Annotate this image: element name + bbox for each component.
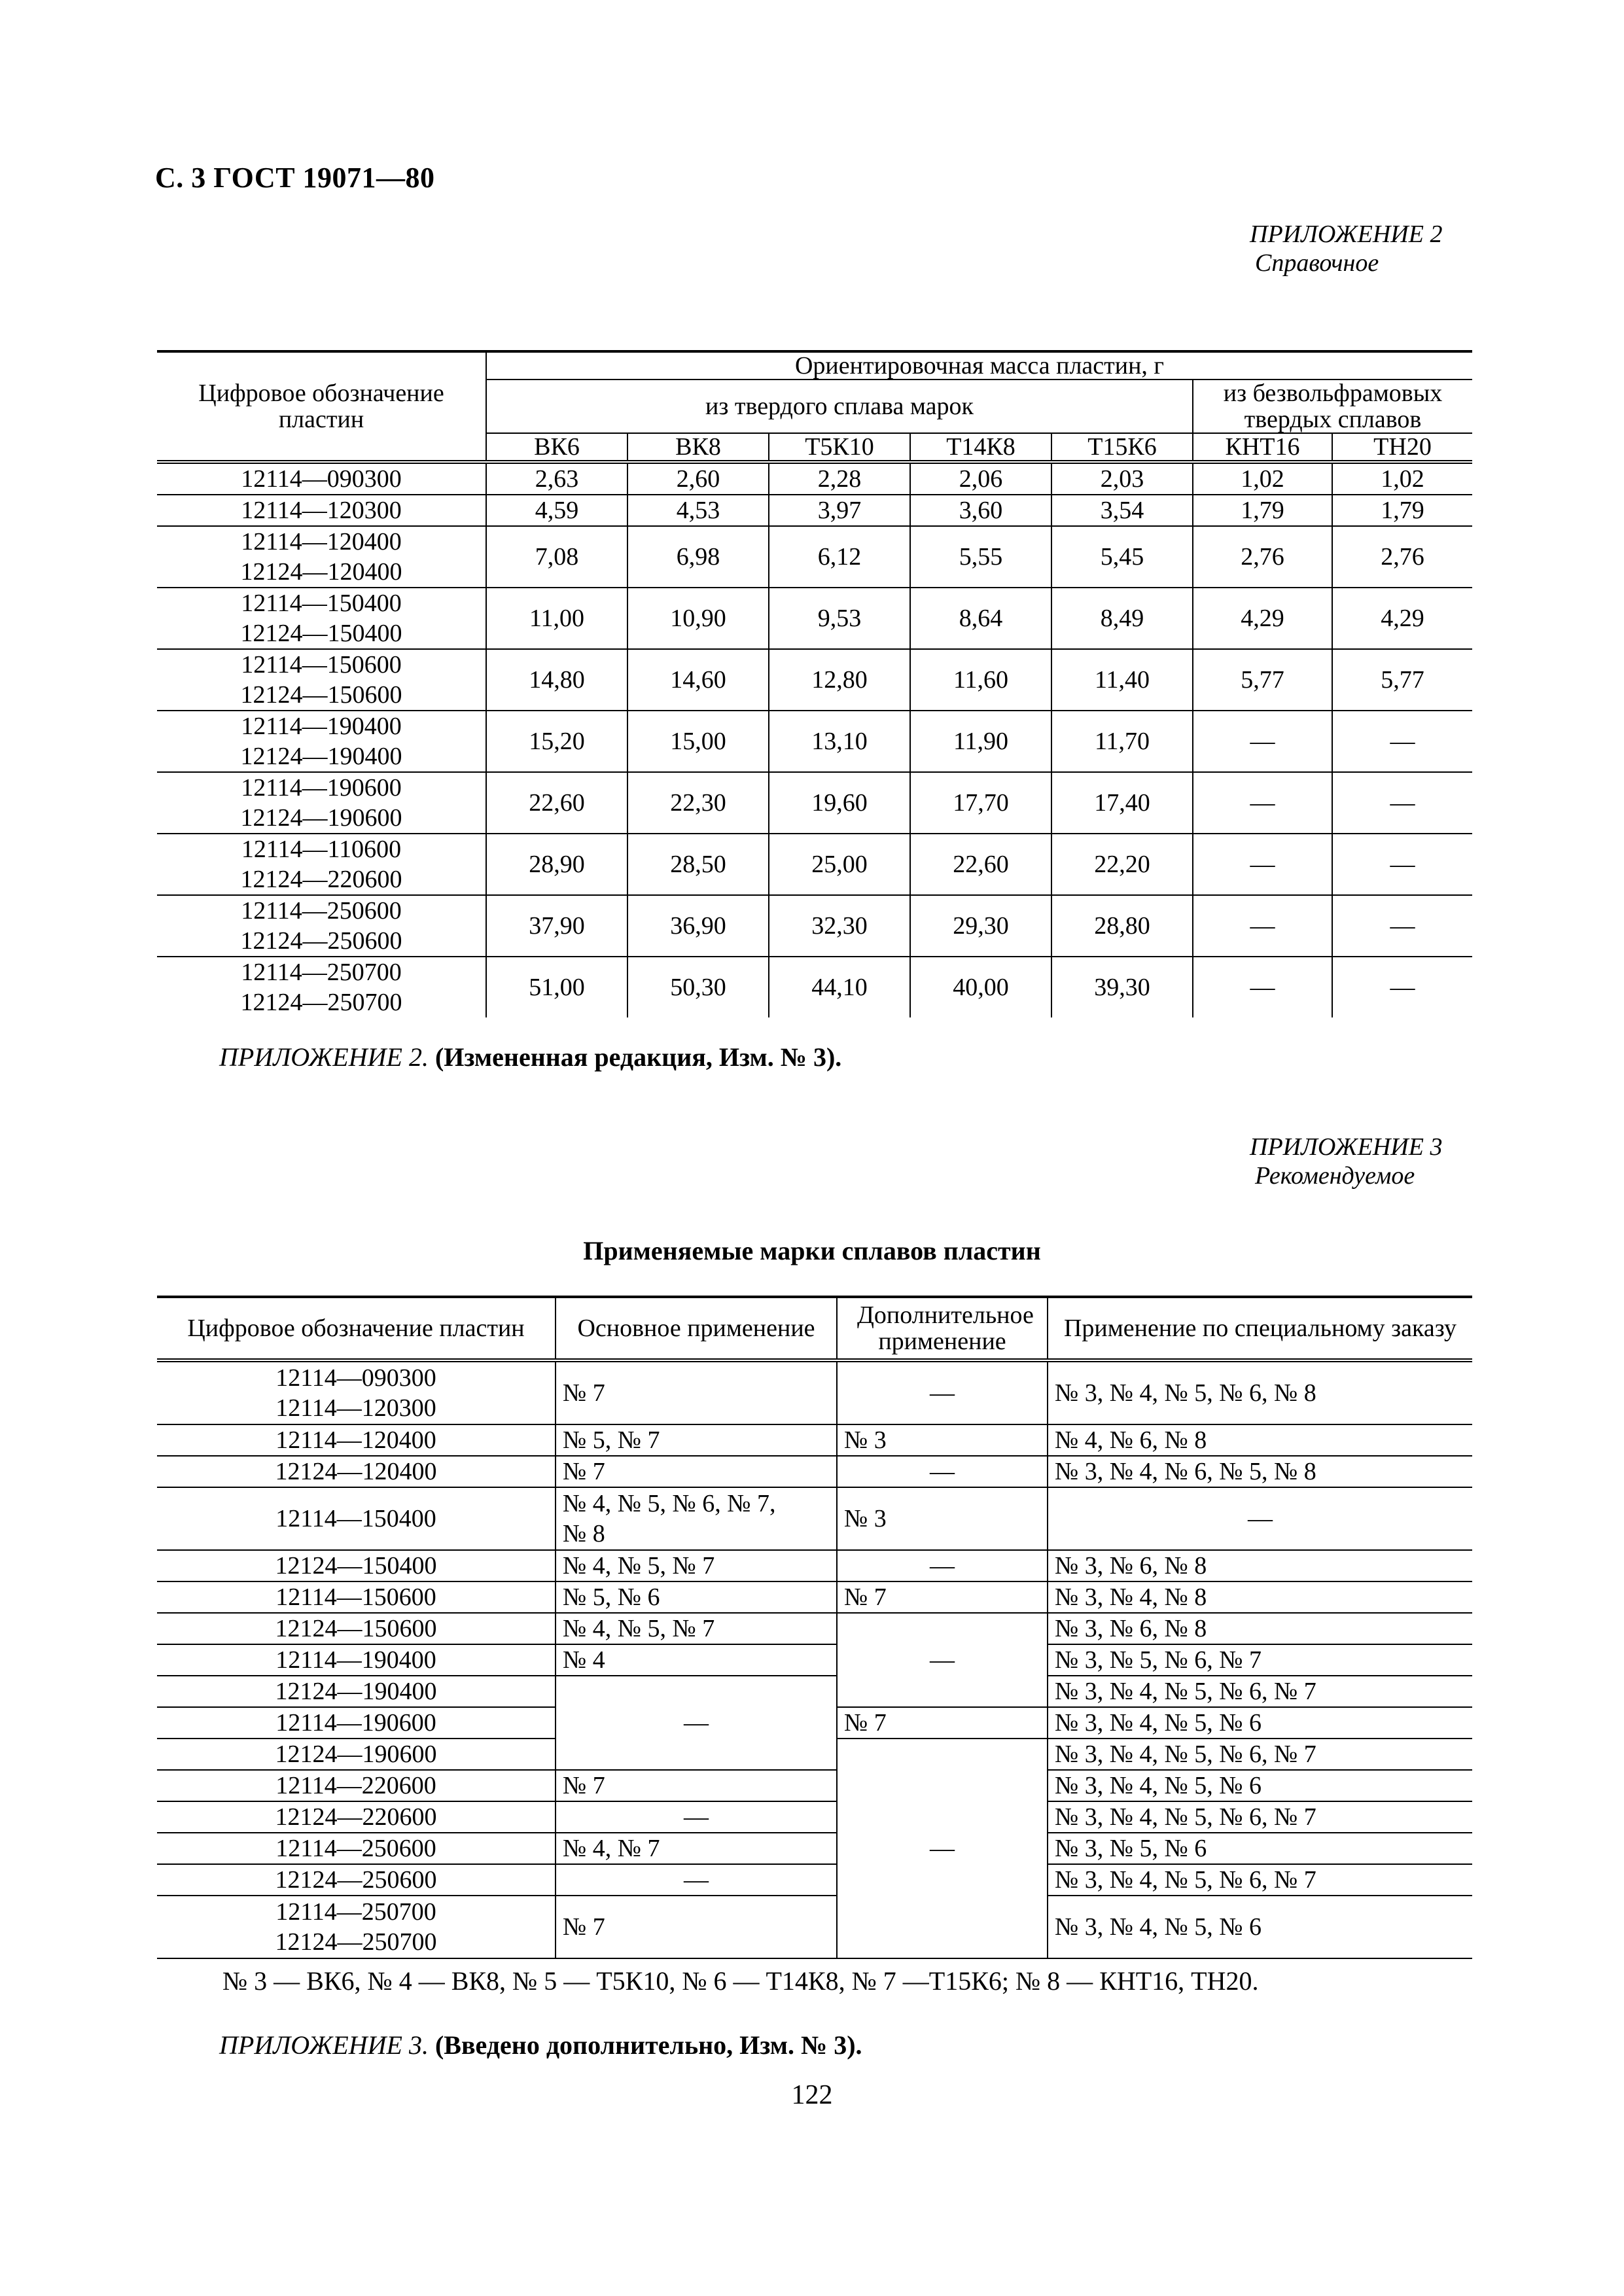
mass-value: 25,00 <box>769 834 910 895</box>
table-row <box>157 1676 1472 1707</box>
plate-code: 12124—220600 <box>157 1801 556 1833</box>
extra-application: № 3 <box>837 1487 1048 1550</box>
appendix-2-heading <box>1250 220 1442 277</box>
header-mass: Ориентировочная масса пластин, г <box>486 351 1472 380</box>
header-main: Основное применение <box>556 1297 837 1360</box>
special-order-application: № 3, № 4, № 5, № 6 <box>1048 1770 1472 1801</box>
main-application: — <box>556 1864 837 1896</box>
special-order-application: № 3, № 4, № 8 <box>1048 1581 1472 1613</box>
plate-code: 12124—190600 <box>240 804 402 832</box>
header-hard-alloys: из твердого сплава марок <box>486 380 1193 433</box>
extra-application: № 3 <box>837 1424 1048 1456</box>
table-row <box>157 495 1472 526</box>
mass-value: 2,63 <box>486 462 627 495</box>
mass-value: 4,29 <box>1332 588 1472 649</box>
mass-value: 15,20 <box>486 711 627 772</box>
mass-value: 19,60 <box>769 772 910 834</box>
plate-code: 12114—150400 <box>157 1487 556 1550</box>
grade-legend: № 3 — ВК6, № 4 — ВК8, № 5 — Т5К10, № 6 — Т14К8, № 7 —Т15К6; № 8 — КНТ16, ТН20. <box>222 1966 1259 1996</box>
special-order-application: № 3, № 4, № 5, № 6 <box>1048 1896 1472 1958</box>
main-application: № 4, № 5, № 7 <box>556 1613 837 1644</box>
main-application: — <box>556 1801 837 1833</box>
plate-code: 12114—250700 12124—250700 <box>157 1896 556 1958</box>
plate-code: 12124—250600 <box>240 927 402 955</box>
main-application: № 5, № 6 <box>556 1581 837 1613</box>
mass-value: 3,97 <box>769 495 910 526</box>
plate-code-cell <box>157 649 486 711</box>
page-header: С. 3 ГОСТ 19071—80 <box>155 162 435 194</box>
extra-application: — <box>837 1360 1048 1424</box>
plate-code: 12114—190400 <box>157 1644 556 1676</box>
mass-value: 22,30 <box>627 772 769 834</box>
special-order-application: № 3, № 5, № 6 <box>1048 1833 1472 1864</box>
plate-code: 12114—220600 <box>157 1770 556 1801</box>
plate-code: 12124—150600 <box>240 681 402 709</box>
extra-application: — <box>837 1456 1048 1487</box>
table-row <box>157 957 1472 1017</box>
grade-header: ВК6 <box>486 433 627 462</box>
appendix-2-change-note: ПРИЛОЖЕНИЕ 2. (Измененная редакция, Изм. № 3). <box>219 1042 842 1072</box>
mass-value: 17,40 <box>1051 772 1193 834</box>
table-row <box>157 1864 1472 1896</box>
grade-header: ВК8 <box>627 433 769 462</box>
table-row <box>157 895 1472 957</box>
mass-value: 36,90 <box>627 895 769 957</box>
plate-code: 12114—110600 <box>241 836 402 863</box>
header-code: Цифровое обозначение пластин <box>157 1297 556 1360</box>
mass-table <box>157 350 1472 1017</box>
plate-code: 12114—250600 <box>157 1833 556 1864</box>
mass-value: 10,90 <box>627 588 769 649</box>
mass-value: 11,60 <box>910 649 1051 711</box>
special-order-application: № 3, № 4, № 5, № 6, № 8 <box>1048 1360 1472 1424</box>
main-application: — <box>556 1676 837 1770</box>
table-row <box>157 1644 1472 1676</box>
plate-code: 12124—190600 <box>157 1739 556 1770</box>
appendix-3-status: Рекомендуемое <box>1255 1162 1415 1190</box>
table-row <box>157 1896 1472 1958</box>
table-row <box>157 1833 1472 1864</box>
table-row <box>157 649 1472 711</box>
extra-application: — <box>837 1550 1048 1581</box>
table-row <box>157 1424 1472 1456</box>
mass-value: 37,90 <box>486 895 627 957</box>
plate-code-cell <box>157 526 486 588</box>
mass-value: 14,60 <box>627 649 769 711</box>
mass-value: 4,29 <box>1193 588 1332 649</box>
mass-value: — <box>1193 895 1332 957</box>
table-row <box>157 462 1472 495</box>
mass-value: 40,00 <box>910 957 1051 1017</box>
plate-code: 12124—150400 <box>240 620 402 647</box>
mass-value: 13,10 <box>769 711 910 772</box>
mass-value: 5,55 <box>910 526 1051 588</box>
mass-value: 5,45 <box>1051 526 1193 588</box>
plate-code: 12124—250600 <box>157 1864 556 1896</box>
grade-header: Т15К6 <box>1051 433 1193 462</box>
header-special: Применение по специальному заказу <box>1048 1297 1472 1360</box>
header-tungsten-free: из безвольфрамовых твердых сплавов <box>1193 380 1472 433</box>
table-row <box>157 834 1472 895</box>
table-row <box>157 772 1472 834</box>
mass-value: 1,79 <box>1332 495 1472 526</box>
plate-code: 12114—120400 <box>241 528 402 556</box>
table-row <box>157 1550 1472 1581</box>
main-application: № 7 <box>556 1360 837 1424</box>
special-order-application: № 3, № 4, № 5, № 6, № 7 <box>1048 1864 1472 1896</box>
table-row <box>157 1360 1472 1424</box>
mass-value: — <box>1332 957 1472 1017</box>
plate-code: 12124—150400 <box>157 1550 556 1581</box>
mass-value: 6,12 <box>769 526 910 588</box>
mass-value: 14,80 <box>486 649 627 711</box>
page-number: 122 <box>791 2080 833 2110</box>
plate-code-cell <box>157 772 486 834</box>
main-application: № 7 <box>556 1770 837 1801</box>
extra-application: — <box>837 1739 1048 1958</box>
plate-code: 12124—120400 <box>157 1456 556 1487</box>
special-order-application: № 3, № 4, № 5, № 6, № 7 <box>1048 1739 1472 1770</box>
mass-value: 1,79 <box>1193 495 1332 526</box>
mass-value: 11,70 <box>1051 711 1193 772</box>
main-application: № 4 <box>556 1644 837 1676</box>
mass-value: 6,98 <box>627 526 769 588</box>
header-extra: Дополнительное применение <box>837 1297 1048 1360</box>
plate-code: 12114—150400 <box>241 590 402 617</box>
appendix-2-status: Справочное <box>1255 249 1379 277</box>
mass-value: 11,40 <box>1051 649 1193 711</box>
mass-value: 22,60 <box>486 772 627 834</box>
plate-code-cell <box>157 588 486 649</box>
plate-code-cell <box>157 957 486 1017</box>
main-application: № 4, № 5, № 6, № 7, № 8 <box>556 1487 837 1550</box>
plate-code: 12124—120400 <box>240 558 402 586</box>
grade-header: Т5К10 <box>769 433 910 462</box>
mass-value: 4,59 <box>486 495 627 526</box>
mass-value: 50,30 <box>627 957 769 1017</box>
plate-code-cell <box>157 895 486 957</box>
plate-code: 12114—090300 12114—120300 <box>157 1360 556 1424</box>
mass-value: 4,53 <box>627 495 769 526</box>
mass-value: 1,02 <box>1193 462 1332 495</box>
grade-header: КНТ16 <box>1193 433 1332 462</box>
appendix-3-label: ПРИЛОЖЕНИЕ 3 <box>1250 1133 1443 1161</box>
extra-application: — <box>837 1613 1048 1707</box>
alloy-grades-table <box>157 1296 1472 1959</box>
mass-value: 32,30 <box>769 895 910 957</box>
mass-value: 2,03 <box>1051 462 1193 495</box>
special-order-application: № 3, № 6, № 8 <box>1048 1550 1472 1581</box>
mass-value: — <box>1193 711 1332 772</box>
special-order-application: № 3, № 4, № 5, № 6, № 7 <box>1048 1676 1472 1707</box>
table-row <box>157 1770 1472 1801</box>
mass-value: 2,28 <box>769 462 910 495</box>
mass-value: 1,02 <box>1332 462 1472 495</box>
main-application: № 5, № 7 <box>556 1424 837 1456</box>
plate-code: 12114—120300 <box>241 497 402 524</box>
mass-value: — <box>1332 772 1472 834</box>
plate-code-cell <box>157 495 486 526</box>
plate-code: 12114—250700 <box>241 959 402 986</box>
mass-value: 5,77 <box>1193 649 1332 711</box>
plate-code: 12124—150600 <box>157 1613 556 1644</box>
mass-value: 22,20 <box>1051 834 1193 895</box>
mass-value: 12,80 <box>769 649 910 711</box>
special-order-application: № 3, № 5, № 6, № 7 <box>1048 1644 1472 1676</box>
main-application: № 4, № 7 <box>556 1833 837 1864</box>
table-row <box>157 1487 1472 1550</box>
plate-code: 12114—190600 <box>241 774 402 802</box>
special-order-application: — <box>1048 1487 1472 1550</box>
appendix-3-heading <box>1250 1133 1442 1190</box>
mass-value: 2,06 <box>910 462 1051 495</box>
plate-code: 12114—150600 <box>157 1581 556 1613</box>
mass-value: 8,64 <box>910 588 1051 649</box>
appendix-3-change-note: ПРИЛОЖЕНИЕ 3. (Введено дополнительно, Изм. № 3). <box>219 2030 862 2060</box>
table-row <box>157 1613 1472 1644</box>
plate-code-cell <box>157 711 486 772</box>
plate-code-cell <box>157 834 486 895</box>
special-order-application: № 3, № 6, № 8 <box>1048 1613 1472 1644</box>
mass-value: 39,30 <box>1051 957 1193 1017</box>
plate-code: 12114—190600 <box>157 1707 556 1739</box>
mass-value: 44,10 <box>769 957 910 1017</box>
mass-value: — <box>1193 957 1332 1017</box>
appendix-2-label: ПРИЛОЖЕНИЕ 2 <box>1250 221 1443 248</box>
mass-value: — <box>1193 772 1332 834</box>
mass-value: 28,50 <box>627 834 769 895</box>
main-application: № 4, № 5, № 7 <box>556 1550 837 1581</box>
mass-value: 3,54 <box>1051 495 1193 526</box>
mass-value: 15,00 <box>627 711 769 772</box>
mass-value: 22,60 <box>910 834 1051 895</box>
mass-value: — <box>1332 895 1472 957</box>
mass-value: 17,70 <box>910 772 1051 834</box>
mass-value: 29,30 <box>910 895 1051 957</box>
plate-code: 12114—120400 <box>157 1424 556 1456</box>
table-3-title: Применяемые марки сплавов пластин <box>583 1236 1041 1265</box>
plate-code: 12114—090300 <box>241 465 402 493</box>
mass-value: 28,90 <box>486 834 627 895</box>
grade-header: ТН20 <box>1332 433 1472 462</box>
mass-value: 5,77 <box>1332 649 1472 711</box>
mass-value: 9,53 <box>769 588 910 649</box>
plate-code: 12114—190400 <box>241 713 402 740</box>
table-row <box>157 711 1472 772</box>
plate-code: 12124—190400 <box>157 1676 556 1707</box>
mass-value: 2,60 <box>627 462 769 495</box>
mass-value: 2,76 <box>1193 526 1332 588</box>
special-order-application: № 3, № 4, № 5, № 6, № 7 <box>1048 1801 1472 1833</box>
table-row <box>157 1456 1472 1487</box>
mass-value: 11,90 <box>910 711 1051 772</box>
main-application: № 7 <box>556 1456 837 1487</box>
mass-value: — <box>1332 834 1472 895</box>
plate-code-cell <box>157 462 486 495</box>
mass-value: 28,80 <box>1051 895 1193 957</box>
plate-code: 12114—150600 <box>241 651 402 679</box>
mass-value: 3,60 <box>910 495 1051 526</box>
mass-value: 8,49 <box>1051 588 1193 649</box>
extra-application: № 7 <box>837 1581 1048 1613</box>
table-row <box>157 1581 1472 1613</box>
special-order-application: № 4, № 6, № 8 <box>1048 1424 1472 1456</box>
special-order-application: № 3, № 4, № 5, № 6 <box>1048 1707 1472 1739</box>
plate-code: 12124—250700 <box>240 989 402 1016</box>
plate-code: 12114—250600 <box>241 897 402 925</box>
mass-value: 2,76 <box>1332 526 1472 588</box>
mass-value: — <box>1193 834 1332 895</box>
special-order-application: № 3, № 4, № 6, № 5, № 8 <box>1048 1456 1472 1487</box>
mass-value: 11,00 <box>486 588 627 649</box>
table-row <box>157 588 1472 649</box>
mass-value: 7,08 <box>486 526 627 588</box>
main-application: № 7 <box>556 1896 837 1958</box>
grade-header: Т14К8 <box>910 433 1051 462</box>
plate-code: 12124—220600 <box>240 866 402 893</box>
header-code: Цифровое обозначение пластин <box>157 351 486 462</box>
mass-value: — <box>1332 711 1472 772</box>
mass-value: 51,00 <box>486 957 627 1017</box>
table-row <box>157 526 1472 588</box>
plate-code: 12124—190400 <box>240 743 402 770</box>
extra-application: № 7 <box>837 1707 1048 1739</box>
table-row <box>157 1801 1472 1833</box>
